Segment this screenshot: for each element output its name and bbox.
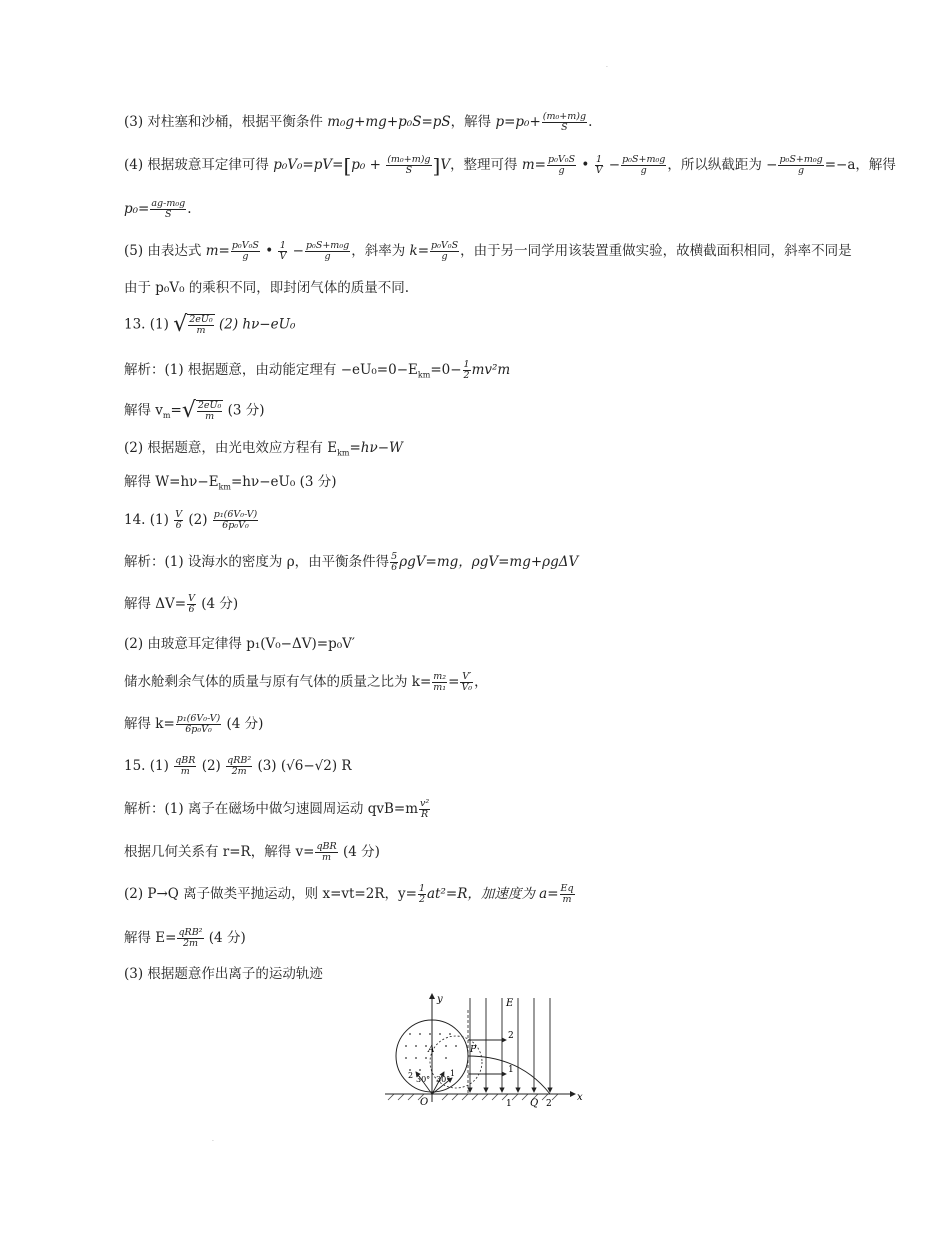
p-label: P <box>470 1045 477 1055</box>
text: ，解得 <box>450 114 496 130</box>
equation: p=p₀+ <box>495 114 541 130</box>
ground-hatch <box>385 1094 570 1100</box>
y2-label: 2 <box>508 1031 514 1041</box>
text: 根据几何关系有 r=R，解得 v= <box>124 844 315 860</box>
trajectory-diagram <box>380 990 590 1110</box>
equation: m= <box>521 157 546 173</box>
fraction: $\frac{1}{2}$ <box>418 883 425 905</box>
fraction: $\frac{\text{p₀S+m₀g}}{g}$ <box>779 154 823 176</box>
text: =0− <box>430 362 462 378</box>
q13-j3 <box>124 438 403 464</box>
text: ，由于另一同学用该装置重做实验，故横截面积相同，斜率不同是 <box>460 243 852 259</box>
text: 解得 v <box>124 402 163 419</box>
fraction: $\frac{\text{qBR}}{m}$ <box>175 755 196 777</box>
text: (4 分) <box>196 596 239 612</box>
text: (2) 由玻意耳定律得 p₁(V₀−ΔV)=p₀V′ <box>124 636 355 652</box>
angle-label-2: 30° <box>436 1075 451 1084</box>
text: (3 分) <box>223 402 265 419</box>
q13-j1 <box>124 360 510 386</box>
fraction: $\frac{\text{p₁(6V₀-V)}}{\text{6p₀V₀}}$ <box>213 509 258 531</box>
q14-answer <box>124 510 259 531</box>
text: . <box>588 114 593 130</box>
q15-j1 <box>124 799 431 820</box>
fraction: $\frac{\text{qRB²}}{2m}$ <box>178 927 203 949</box>
fraction: $\frac{\text{p₀V₀S}}{g}$ <box>231 240 259 262</box>
text: =hν−eU₀ (3 分) <box>230 474 337 490</box>
text: − <box>604 157 621 173</box>
text: (2) 根据题意，由光电效应方程有 E <box>124 440 338 456</box>
fraction: $\frac{\text{p₀S+m₀g}}{g}$ <box>305 240 350 262</box>
x1-label: 1 <box>506 1099 512 1109</box>
fraction: $\frac{V}{6}$ <box>188 593 195 615</box>
fraction: $\frac{\text{p₀V₀S}}{g}$ <box>431 240 459 262</box>
text: (2) P→Q 离子做类平抛运动，则 x=vt=2R，y= <box>124 886 417 902</box>
y1-label: 1 <box>508 1065 514 1075</box>
equation: V <box>440 157 451 173</box>
text: 解析：(1) 设海水的密度为 ρ，由平衡条件得 <box>124 554 390 570</box>
line-3 <box>124 112 592 133</box>
a-label: A <box>428 1045 435 1055</box>
equation: =hν−W <box>349 440 403 456</box>
line-5b <box>124 278 409 298</box>
fraction: $\frac{1}{2}$ <box>463 359 470 381</box>
text: − <box>288 243 304 259</box>
text: (4 分) <box>222 716 264 732</box>
sub: km <box>417 370 431 380</box>
equation: p₀ + <box>351 157 386 173</box>
ion-2-label: 2 <box>408 1071 414 1080</box>
text: 解得 E= <box>124 930 177 946</box>
line-5 <box>124 241 852 262</box>
text: ，所以纵截距为 − <box>667 157 778 173</box>
fraction: $\frac{\text{p₁(6V₀-V)}}{\text{6p₀V₀}}$ <box>176 713 221 735</box>
q14-j1 <box>124 552 578 573</box>
text: 14. (1) <box>124 512 174 528</box>
ion-1-label: 1 <box>450 1069 456 1078</box>
q13-answer <box>124 314 295 336</box>
fraction: $\frac{\text{(m₀+m)g}}{S}$ <box>387 154 431 176</box>
text: ， <box>474 674 488 690</box>
fraction: $\frac{V'}{\text{V₀}}$ <box>461 671 473 693</box>
text: =−a，解得 <box>824 157 896 173</box>
q14-j3 <box>124 634 355 654</box>
text: 解得 ΔV= <box>124 596 187 612</box>
text: 由于 p₀V₀ 的乘积不同，即封闭气体的质量不同. <box>124 280 410 296</box>
ion-paths <box>416 1040 550 1094</box>
text: = <box>170 402 182 419</box>
text: ，整理可得 <box>450 157 522 173</box>
q15-j5 <box>124 964 323 984</box>
q15-j4 <box>124 928 246 949</box>
scan-dot: · <box>212 1138 214 1145</box>
equation: p₀V₀=pV= <box>273 157 344 173</box>
e-label: E <box>506 998 514 1009</box>
q14-j5 <box>124 714 263 735</box>
text: (2) <box>184 512 212 528</box>
bracket-right: ] <box>432 153 441 178</box>
fraction: $\frac{\text{qBR}}{m}$ <box>316 841 337 863</box>
equation: at²=R，加速度为 a= <box>427 886 559 902</box>
text: = <box>448 674 460 690</box>
text: • <box>260 243 278 259</box>
text: (3) (√6−√2) R <box>253 758 352 774</box>
text: 解得 W=hν−E <box>124 474 219 490</box>
x-label: x <box>577 1092 583 1103</box>
text: (4) 根据玻意耳定律可得 <box>124 157 274 173</box>
equation: ρgV=mg，ρgV=mg+ρgΔV <box>399 554 579 570</box>
q14-j2 <box>124 594 238 615</box>
text: • <box>577 157 594 173</box>
fraction: $\frac{\text{v²}}{R}$ <box>420 798 430 820</box>
text: ，斜率为 <box>351 243 410 259</box>
fraction: $\frac{\text{ag-m₀g}}{S}$ <box>151 198 186 220</box>
q13-j4 <box>124 472 337 498</box>
sqrt: √ $\frac{\text{2eU₀}}{m}$ <box>181 398 222 423</box>
text: (3) 对柱塞和沙桶，根据平衡条件 <box>124 114 328 130</box>
x2-label: 2 <box>546 1099 552 1109</box>
text: (4 分) <box>204 930 246 946</box>
text: (2) <box>197 758 226 774</box>
fraction: $\frac{1}{V}$ <box>279 240 287 262</box>
text: 15. (1) <box>124 758 174 774</box>
text: . <box>187 201 192 217</box>
text: 解析：(1) 根据题意，由动能定理有 −eU₀=0−E <box>124 362 418 378</box>
equation: m₀g+mg+p₀S=pS <box>327 114 451 130</box>
text: 解得 k= <box>124 716 175 732</box>
angle-label-1: 30° <box>416 1075 431 1084</box>
text: 解析：(1) 离子在磁场中做匀速圆周运动 qvB=m <box>124 801 419 817</box>
q-label: Q <box>530 1098 539 1109</box>
fraction: $\frac{\text{p₀V₀S}}{g}$ <box>547 154 576 176</box>
fraction: $\frac{5}{6}$ <box>391 551 398 573</box>
sub: km <box>218 482 231 492</box>
text: 13. (1) <box>124 316 174 333</box>
sqrt: √ $\frac{\text{2eU₀}}{m}$ <box>173 312 213 337</box>
fraction: $\frac{1}{V}$ <box>595 154 603 176</box>
text: (2) hν−eU₀ <box>214 316 296 333</box>
q13-j2 <box>124 400 265 426</box>
line-4b <box>124 199 192 220</box>
fraction: $\frac{Eq}{m}$ <box>560 883 574 905</box>
equation: m= <box>205 243 230 259</box>
fraction: $\frac{\text{p₀S+m₀g}}{g}$ <box>622 154 666 176</box>
text: (4 分) <box>338 844 380 860</box>
text: (3) 根据题意作出离子的运动轨迹 <box>124 966 323 982</box>
q15-j2 <box>124 842 380 863</box>
field-lines <box>470 998 550 1092</box>
fraction: $\frac{\text{qRB²}}{2m}$ <box>227 755 252 777</box>
fraction: $\frac{V}{6}$ <box>175 509 183 531</box>
y-label: y <box>437 994 443 1005</box>
equation: k= <box>409 243 430 259</box>
fraction: $\frac{\text{m₂}}{\text{m₁}}$ <box>433 671 447 693</box>
line-4 <box>124 155 896 176</box>
q15-answer <box>124 756 352 777</box>
sub: km <box>337 448 350 458</box>
text: (5) 由表达式 <box>124 243 206 259</box>
fraction: $\frac{\text{(m₀+m)g}}{S}$ <box>542 111 587 133</box>
o-label: O <box>420 1097 429 1108</box>
sub: m <box>162 411 171 421</box>
scan-dot: · <box>606 64 608 71</box>
q15-j3 <box>124 884 576 905</box>
equation: mv²m <box>471 362 511 378</box>
equation: p₀= <box>124 201 150 217</box>
text: 储水舱剩余气体的质量与原有气体的质量之比为 k= <box>124 674 432 690</box>
q14-j4 <box>124 672 488 693</box>
bracket-left: [ <box>343 153 352 178</box>
